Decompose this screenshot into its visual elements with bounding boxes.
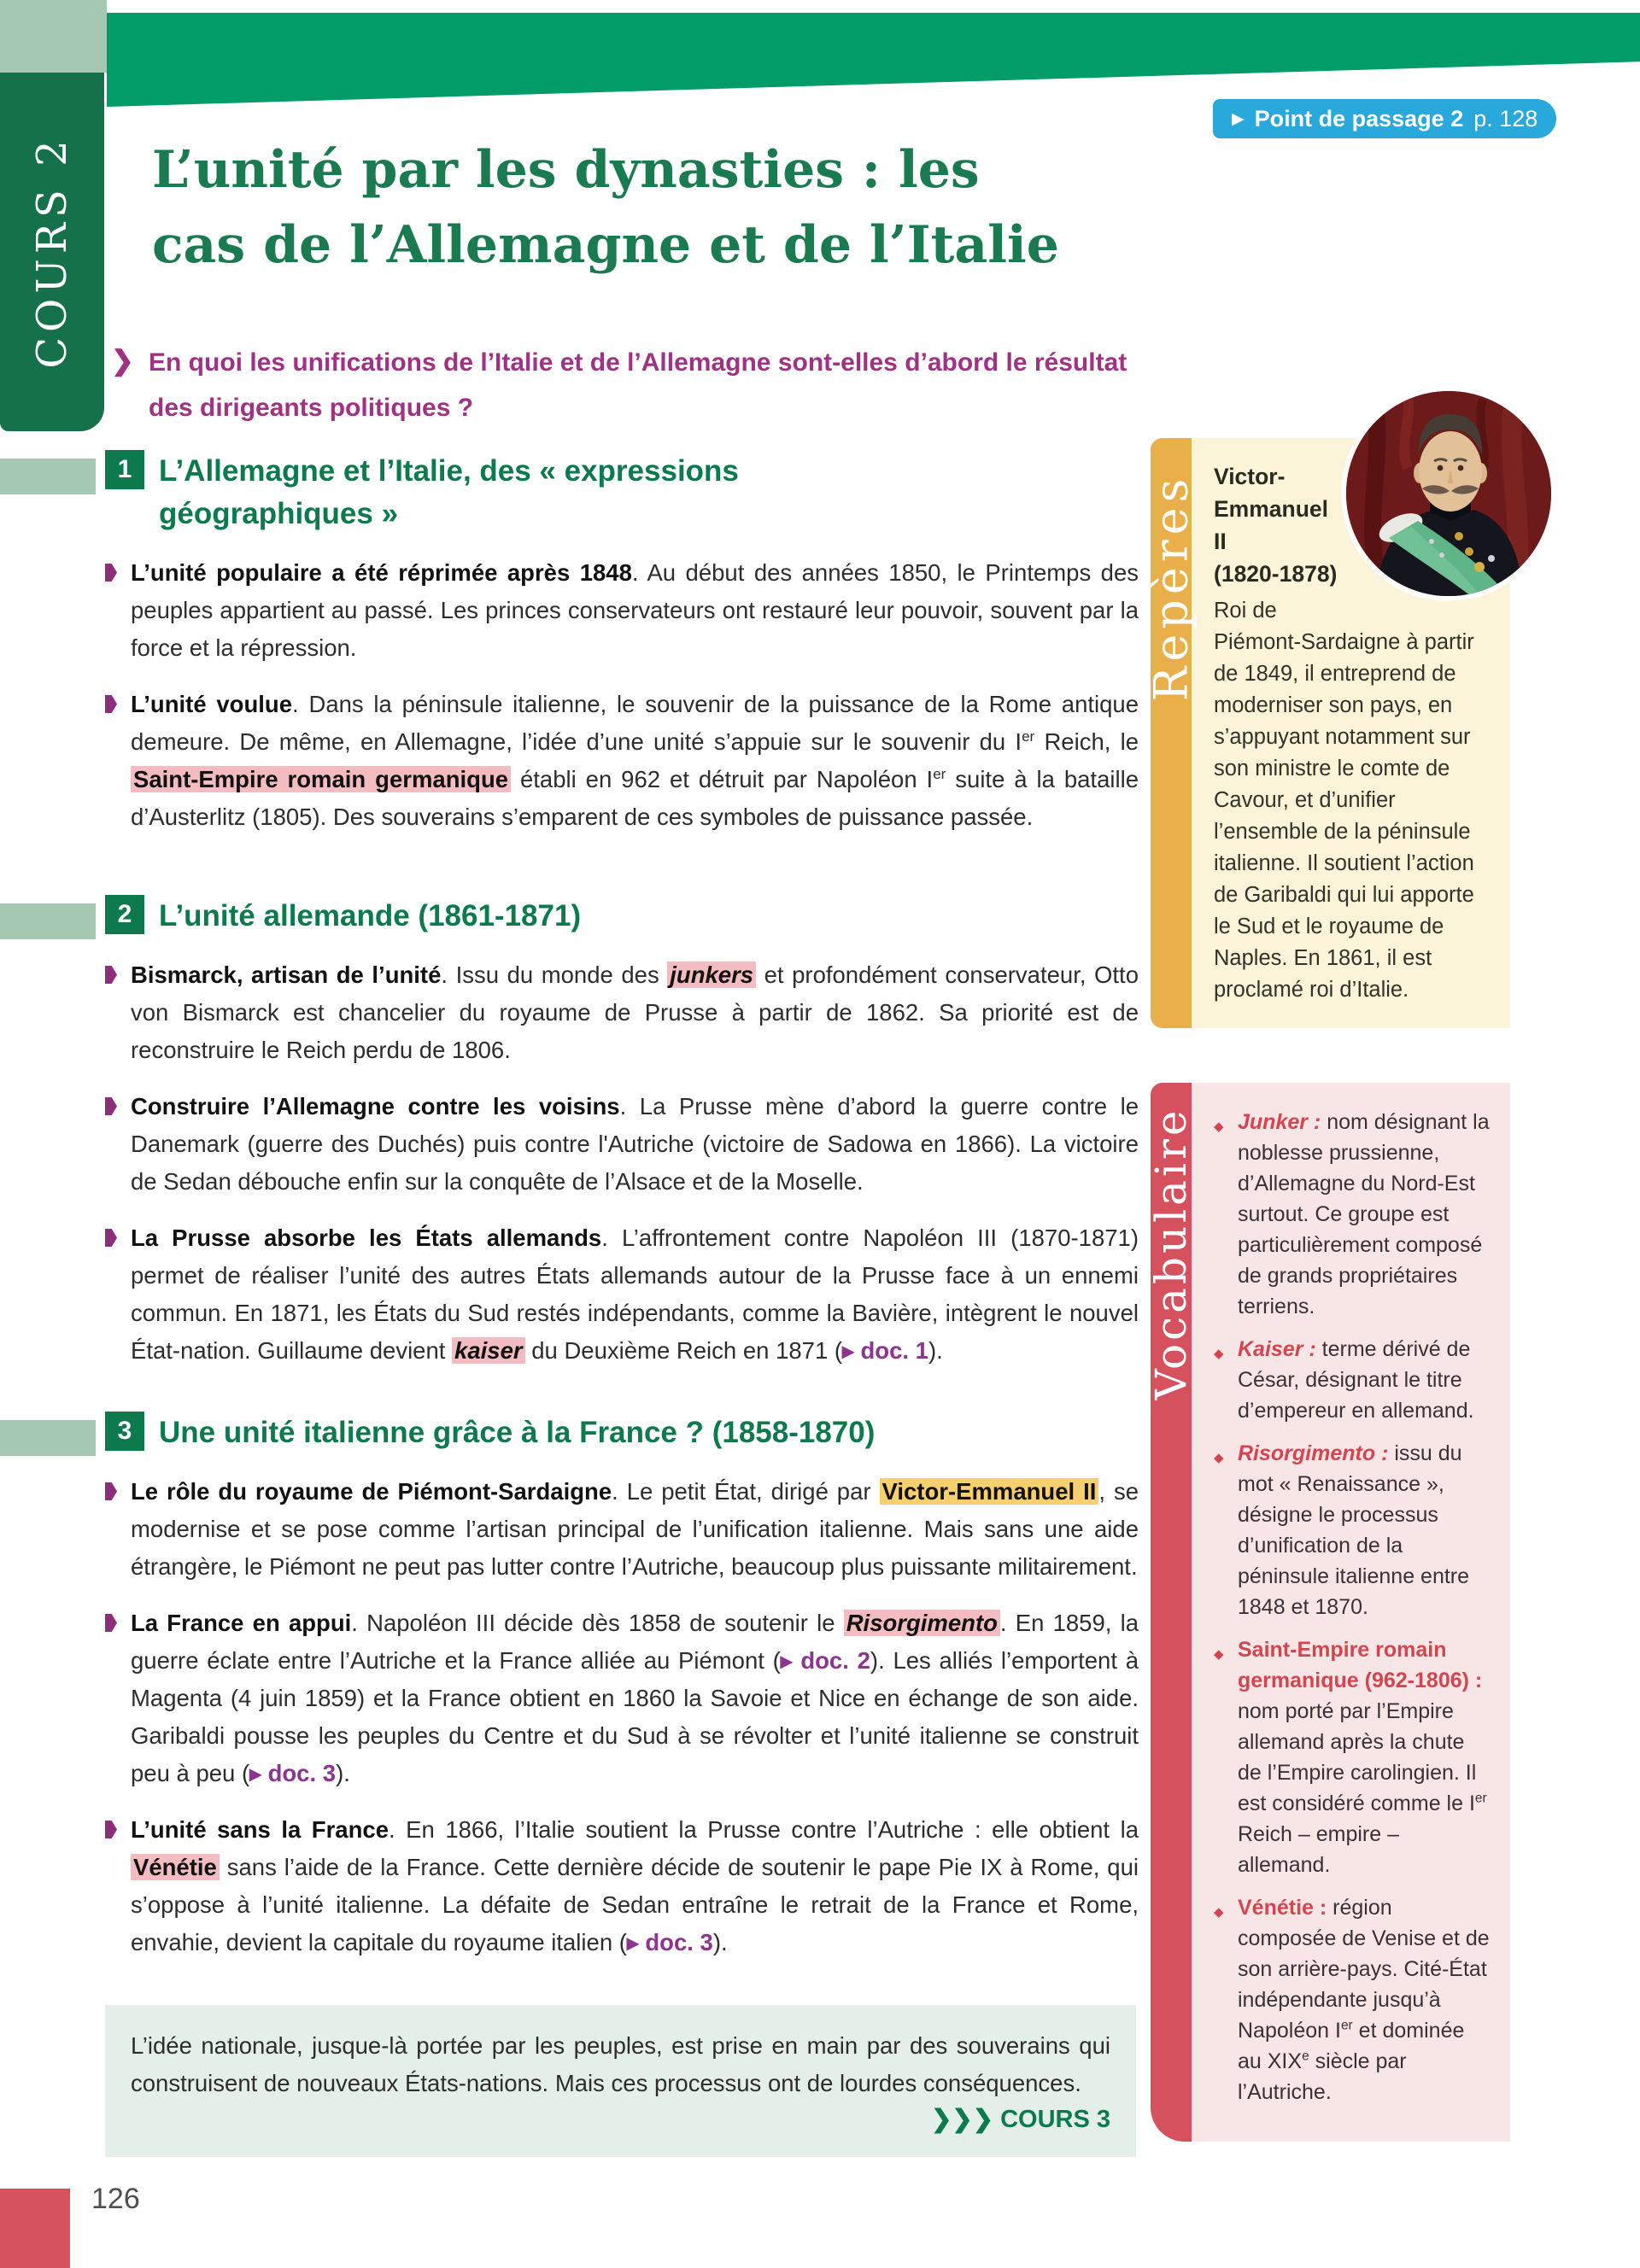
reperes-title-line: (1820-1878) [1214,561,1338,587]
section-heading: Une unité italienne grâce à la France ? (1858-1870) [159,1416,876,1449]
victor-emmanuel-portrait [1341,386,1556,601]
reperes-body: Roi de Piémont-Sardaigne à partir de 1849, il entreprend de moderniser son pays, en s’appuyant notamment sur son ministre le comte de Cavour, et d’unifier l’ensemble de la péninsule italienne. Il soutient l’action de Garibaldi qui lui apporte le Sud et le royaume de Naples. En 1861, il est proclamé roi d’Italie. [1214,599,1474,1002]
reperes-tab [1144,438,1198,1028]
section-3-header [105,1412,1139,1454]
paragraph [105,1473,1139,1586]
header-banner [107,13,1640,107]
paragraph [105,1811,1139,1961]
page-title-line1: L’unité par les dynasties : les [152,140,980,200]
vocab-term: Vénétie : [1238,1896,1327,1920]
diamond-bullet-icon: ◆ [1214,1119,1224,1134]
vocab-term: Junker : [1238,1110,1321,1134]
vocab-term: Risorgimento : [1238,1441,1389,1465]
section-heading: L’Allemagne et l’Italie, des « expressions géographiques » [159,454,739,530]
bullet-arrow-icon [105,1229,117,1247]
vocab-entry [1212,1107,1491,1322]
paragraph-text: La Prusse absorbe les États allemands. L’affrontement contre Napoléon III (1870-1871) permet de réaliser l’unité des autres États allemands autour de la Prusse face à un ennemi commun. En 1871, les États du Sud restés indépendants, comme la Bavière, intègrent le nouvel État-nation. Guillaume devient kaiser du Deuxième Reich en 1871 (▸ doc. 1). [131,1225,1139,1364]
point-de-passage-badge[interactable] [1213,99,1556,138]
paragraph-text: L’unité populaire a été réprimée après 1848. Au début des années 1850, le Printemps des peuples appartient au passé. Les princes conservateurs ont restauré leur pouvoir, souvent par la force et la répression. [131,559,1139,661]
course-tab [0,73,104,431]
page-title [152,132,1059,283]
doc-reference-link[interactable]: ▸ doc. 2 [780,1647,870,1674]
section-number: 2 [105,895,144,934]
vocab-entry [1212,1334,1491,1426]
vocab-definition: nom porté par l’Empire allemand après la chute de l’Empire carolingien. Il est considéré comme le Ier Reich – empire – allemand. [1238,1699,1487,1877]
paragraph [105,686,1139,836]
diamond-bullet-icon: ◆ [1214,1451,1224,1465]
badge-title: Point de passage 2 [1254,105,1464,132]
bullet-arrow-icon [105,1821,117,1838]
section-margin-bar [0,1420,96,1456]
play-arrow-icon: ▶ [1232,109,1245,128]
section-3 [105,1412,1139,1980]
vocab-term: Saint-Empire romain germanique (962-1806) : [1238,1638,1483,1692]
badge-page-ref: p. 128 [1473,105,1538,132]
doc-reference-link[interactable]: ▸ doc. 3 [249,1760,337,1786]
section-margin-bar [0,903,96,939]
section-2 [105,895,1139,1388]
paragraph-text: Le rôle du royaume de Piémont-Sardaigne. Le petit État, dirigé par Victor-Emmanuel II , se modernise et se pose comme l’artisan principal de l’unification italienne. Mais sans une aide étrangère, le Piémont ne peut pas lutter contre l’Autriche, beaucoup plus puissante militairement. [131,1478,1139,1580]
bullet-arrow-icon [105,1482,117,1500]
guiding-question [111,340,1148,430]
section-1-header [105,450,1139,535]
vocab-entry [1212,1634,1491,1880]
paragraph-text: L’unité sans la France. En 1866, l’Italie soutient la Prusse contre l’Autriche : elle obtient la Vénétie sans l’aide de la France. Cette dernière décide de soutenir le pape Pie IX à Rome, qui s’oppose à l’unité italienne. La défaite de Sedan entraîne le retrait de la France et Rome, envahie, devient la capitale du royaume italien (▸ doc. 3). [131,1816,1139,1955]
diamond-bullet-icon: ◆ [1214,1347,1224,1361]
paragraph [105,554,1139,667]
bullet-arrow-icon [105,564,117,582]
vocabulaire-box [1146,1083,1510,2142]
section-margin-bar [0,459,96,494]
reperes-title-line: Victor- [1214,464,1286,489]
section-1 [105,450,1139,855]
bullet-arrow-icon [105,1097,117,1115]
section-2-header [105,895,1139,938]
diamond-bullet-icon: ◆ [1214,1647,1224,1662]
bullet-arrow-icon [105,695,117,713]
vocab-entry [1212,1438,1491,1622]
chevron-icon: ❯ [111,345,134,376]
conclusion-box [105,2005,1136,2157]
doc-reference-link[interactable]: ▸ doc. 3 [626,1929,713,1955]
reperes-tab-label: Repères [1144,473,1198,702]
doc-reference-link[interactable]: ▸ doc. 1 [842,1337,928,1364]
vocab-definition: région composée de Venise et de son arrière-pays. Cité-État indépendante jusqu’à Napoléon Ier et dominée au XIXe siècle par l’Autriche. [1238,1896,1490,2104]
bullet-arrow-icon [105,1614,117,1632]
reperes-title-line: Emmanuel II [1214,496,1329,554]
paragraph-text: Bismarck, artisan de l’unité. Issu du monde des junkers et profondément conservateur, Otto von Bismarck est chancelier du royaume de Prusse à partir de 1862. Sa priorité est de reconstruire le Reich perdu de 1806. [131,962,1139,1063]
paragraph-text: La France en appui. Napoléon III décide dès 1858 de soutenir le Risorgimento . En 1859, la guerre éclate entre l’Autriche et la France alliée au Piémont (▸ doc. 2). Les alliés l’emportent à Magenta (4 juin 1859) et la France obtient en 1860 la Savoie et Nice en échange de son aide. Garibaldi pousse les peuples du Centre et du Sud à se révolter et l’unité italienne se construit peu à peu (▸ doc. 3). [131,1610,1139,1786]
vocab-term: Kaiser : [1238,1337,1316,1361]
vocab-definition: terme dérivé de César, désignant le titre d’empereur en allemand. [1238,1337,1474,1423]
conclusion-text: L’idée nationale, jusque-là portée par les peuples, est prise en main par des souverains qui construisent de nouveaux États-nations. Mais ces processus ont de lourdes conséquences. [131,2032,1110,2096]
paragraph [105,1605,1139,1792]
page-title-line2: cas de l’Allemagne et de l’Italie [152,215,1059,275]
corner-decoration [0,0,107,73]
next-course-link[interactable]: ❯❯❯ COURS 3 [931,2106,1110,2133]
vocab-entry [1212,1892,1491,2107]
vocabulaire-tab [1146,1083,1196,2142]
vocab-definition: nom désignant la noblesse prussienne, d’Allemagne du Nord-Est surtout. Ce groupe est particulièrement composé de grands propriétaires terriens. [1238,1110,1490,1318]
course-tab-label: COURS 2 [28,135,76,369]
diamond-bullet-icon: ◆ [1214,1905,1224,1920]
bullet-arrow-icon [105,966,117,984]
vocabulaire-content [1192,1083,1510,2142]
vocab-definition: issu du mot « Renaissance », désigne le processus d’unification de la péninsule italienne entre 1848 et 1870. [1238,1441,1470,1619]
section-number: 1 [105,450,144,489]
guiding-question-text: En quoi les unifications de l’Italie et de l’Allemagne sont-elles d’abord le résultat des dirigeants politiques ? [149,348,1128,422]
portrait-painting [1346,391,1551,596]
section-number: 3 [105,1412,144,1451]
paragraph-text: Construire l’Allemagne contre les voisins. La Prusse mène d’abord la guerre contre le Danemark (guerre des Duchés) puis contre l'Autriche (victoire de Sadowa en 1866). La victoire de Sedan débouche enfin sur la conquête de l’Alsace et de la Moselle. [131,1093,1139,1195]
section-heading: L’unité allemande (1861-1871) [159,899,582,932]
vocabulaire-tab-label: Vocabulaire [1146,1107,1196,1400]
paragraph-text: L’unité voulue. Dans la péninsule italienne, le souvenir de la puissance de la Rome antique demeure. De même, en Allemagne, l’idée d’une unité s’appuie sur le souvenir du Ier Reich, le Saint-Empire romain germanique établi en 962 et détruit par Napoléon Ier suite à la bataille d’Austerlitz (1805). Des souverains s’emparent de ces symboles de puissance passée. [131,691,1139,830]
page-number: 126 [91,2183,140,2215]
paragraph [105,956,1139,1069]
footer-color-square [0,2189,70,2268]
paragraph [105,1088,1139,1201]
paragraph [105,1219,1139,1370]
